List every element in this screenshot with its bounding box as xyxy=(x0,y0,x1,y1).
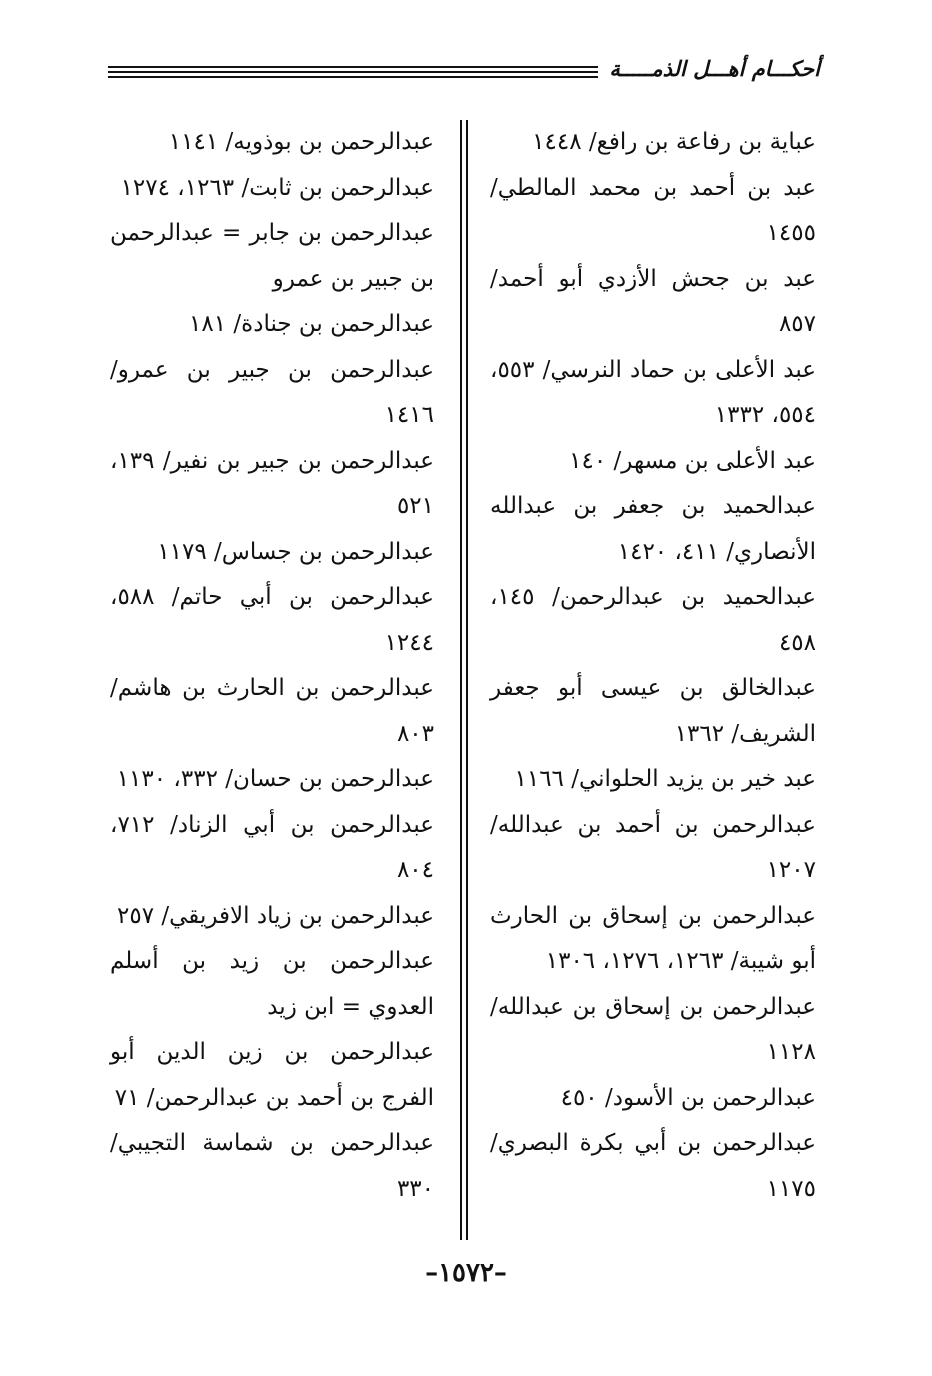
index-entry: عبدالرحمن بن شماسة التجيبي/ ٣٣٠ xyxy=(110,1130,434,1202)
index-entry: عبدالرحمن بن زين الدين أبو الفرج بن أحمد بن عبدالرحمن/ ٧١ xyxy=(110,1039,434,1111)
index-entry: عبدالرحمن بن أحمد بن عبدالله/ ١٢٠٧ xyxy=(490,811,816,883)
index-entry: عبدالرحمن بن جبير بن عمرو/ ١٤١٦ xyxy=(110,356,434,428)
index-entry: عبدالرحمن بن إسحاق بن عبدالله/ ١١٢٨ xyxy=(490,993,816,1065)
index-entry: عبدالرحمن بن جبير بن نفير/ ١٣٩، ٥٢١ xyxy=(110,447,434,519)
index-entry: عبدالرحمن بن أبي الزناد/ ٧١٢، ٨٠٤ xyxy=(110,811,434,883)
index-entry: عبدالخالق بن عيسى أبو جعفر الشريف/ ١٣٦٢ xyxy=(490,675,816,747)
index-column-right xyxy=(490,120,816,1212)
index-entry: عبد بن أحمد بن محمد المالطي/ ١٤٥٥ xyxy=(490,174,816,246)
book-title: أحكـــام أهـــل الذمـــــة xyxy=(609,56,820,81)
index-entry: عبدالرحمن بن جنادة/ ١٨١ xyxy=(189,311,434,337)
index-entry: عبدالرحمن بن جساس/ ١١٧٩ xyxy=(157,538,434,565)
header-rule xyxy=(108,66,598,68)
index-entry: عبدالحميد بن جعفر بن عبدالله الأنصاري/ ٤١١، ١٤٢٠ xyxy=(490,493,816,565)
column-divider xyxy=(460,120,462,1240)
index-entry: عبدالرحمن بن زيد بن أسلم العدوي = ابن زيد xyxy=(110,948,434,1020)
header-rule xyxy=(108,76,598,78)
index-entry: عباية بن رفاعة بن رافع/ ١٤٤٨ xyxy=(532,129,816,155)
page-number: –١٥٧٢– xyxy=(425,1258,507,1288)
index-entry: عبدالرحمن بن ثابت/ ١٢٦٣، ١٢٧٤ xyxy=(120,174,434,201)
index-entry: عبدالرحمن بن أبي حاتم/ ٥٨٨، ١٢٤٤ xyxy=(110,584,434,656)
index-entry: عبدالرحمن بن جابر = عبدالرحمن بن جبير بن عمرو xyxy=(110,220,434,292)
index-entry: عبد الأعلى بن مسهر/ ١٤٠ xyxy=(569,447,816,474)
index-entry: عبد الأعلى بن حماد النرسي/ ٥٥٣، ٥٥٤، ١٣٣٢ xyxy=(490,356,816,428)
index-entry: عبدالرحمن بن الأسود/ ٤٥٠ xyxy=(560,1084,816,1111)
index-entry: عبد بن جحش الأزدي أبو أحمد/ ٨٥٧ xyxy=(490,265,816,337)
header-rule xyxy=(108,71,598,73)
index-entry: عبد خير بن يزيد الحلواني/ ١١٦٦ xyxy=(514,766,816,792)
column-divider xyxy=(466,120,468,1240)
index-entry: عبدالحميد بن عبدالرحمن/ ١٤٥، ٤٥٨ xyxy=(490,584,816,656)
index-entry: عبدالرحمن بن إسحاق بن الحارث أبو شيبة/ ١٢٦٣، ١٢٧٦، ١٣٠٦ xyxy=(490,902,816,974)
index-entry: عبدالرحمن بن أبي بكرة البصري/ ١١٧٥ xyxy=(490,1130,816,1202)
index-entry: عبدالرحمن بن حسان/ ٣٣٢، ١١٣٠ xyxy=(116,766,434,792)
index-entry: عبدالرحمن بن بوذويه/ ١١٤١ xyxy=(168,129,434,155)
index-entry: عبدالرحمن بن الحارث بن هاشم/ ٨٠٣ xyxy=(110,675,434,747)
running-header xyxy=(108,52,820,92)
index-entry: عبدالرحمن بن زياد الافريقي/ ٢٥٧ xyxy=(117,902,434,929)
index-column-left xyxy=(110,120,434,1212)
